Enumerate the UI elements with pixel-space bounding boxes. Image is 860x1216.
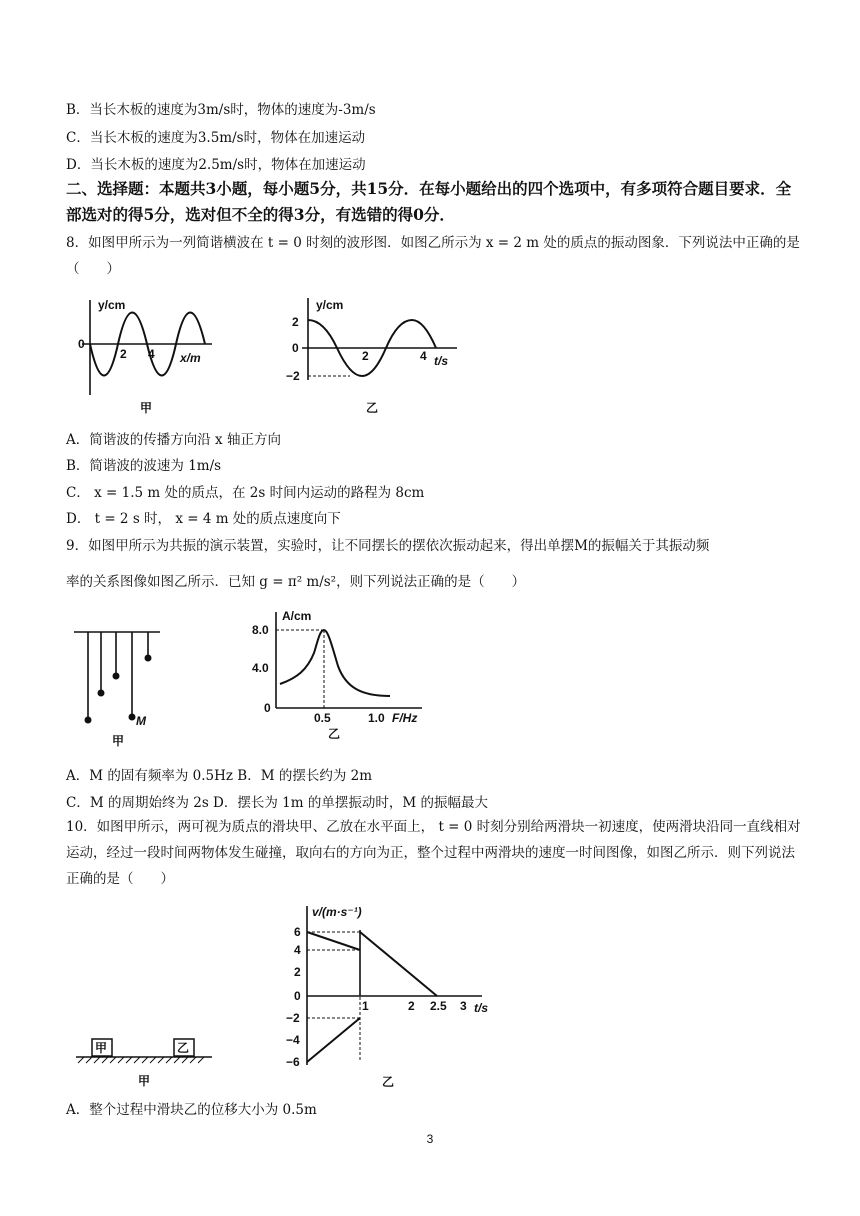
section-2-heading: 二、选择题：本题共3小题，每小题5分，共15分．在每小题给出的四个选项中，有多项符合题目要求．全部选对的得5分，选对但不全的得3分，有选错的得0分．	[66, 179, 792, 224]
svg-text:t/s: t/s	[474, 1001, 489, 1015]
svg-text:4: 4	[148, 347, 155, 361]
option-7b: B．当长木板的速度为3m/s时，物体的速度为-3m/s	[66, 102, 376, 118]
page-number: 3	[426, 1132, 434, 1146]
svg-text:乙: 乙	[366, 401, 379, 415]
svg-text:3: 3	[460, 999, 467, 1013]
option-9ab: A．M 的固有频率为 0.5Hz B．M 的摆长约为 2m	[66, 768, 373, 784]
option-8b: B．简谐波的波速为 1m/s	[66, 458, 222, 474]
figure-10-yi-vt-graph	[282, 900, 512, 1090]
svg-text:y/cm: y/cm	[316, 298, 344, 312]
question-9-stem-1: 9．如图甲所示为共振的演示装置，实验时，让不同摆长的摆依次振动起来，得出单摆M的振幅关于其振动频	[66, 538, 710, 554]
option-8a: A．简谐波的传播方向沿 x 轴正方向	[66, 432, 281, 448]
svg-text:4: 4	[294, 943, 301, 957]
svg-text:甲: 甲	[112, 734, 125, 748]
svg-text:1: 1	[362, 999, 369, 1013]
question-10-stem: 10．如图甲所示，两可视为质点的滑块甲、乙放在水平面上， t = 0 时刻分别给两滑块一初速度，使两滑块沿同一直线相对运动，经过一段时间两物体发生碰撞，取向右的方向为正，整个过程中两滑块的速度一时间图像，如图乙所示．则下列说法正确的是（ ）	[66, 819, 801, 887]
svg-text:乙: 乙	[328, 727, 341, 741]
svg-text:0: 0	[292, 341, 299, 355]
svg-text:F/Hz: F/Hz	[392, 711, 418, 725]
figure-10-jia-blocks	[72, 1035, 222, 1095]
svg-text:−2: −2	[286, 1011, 300, 1025]
option-8d: D． t = 2 s 时， x = 4 m 处的质点速度向下	[66, 511, 341, 527]
svg-text:2: 2	[292, 315, 299, 329]
svg-text:0: 0	[78, 337, 85, 351]
figure-9-jia-pendulums	[72, 630, 182, 750]
svg-text:−6: −6	[286, 1055, 300, 1069]
svg-text:2.5: 2.5	[430, 999, 447, 1013]
svg-text:0.5: 0.5	[314, 711, 331, 725]
option-10a: A．整个过程中滑块乙的位移大小为 0.5m	[66, 1102, 317, 1118]
svg-text:甲: 甲	[95, 1041, 108, 1055]
svg-text:−2: −2	[286, 369, 300, 383]
y-axis-label: y/cm	[98, 298, 126, 312]
question-9-stem-2: 率的关系图像如图乙所示．已知 g = π² m/s²，则下列说法正确的是（ ）	[66, 574, 526, 590]
svg-text:0: 0	[264, 701, 271, 715]
svg-text:A/cm: A/cm	[282, 609, 312, 623]
svg-text:−4: −4	[286, 1033, 300, 1047]
x-axis-label: x/m	[180, 351, 201, 365]
svg-text:6: 6	[294, 925, 301, 939]
svg-text:乙: 乙	[177, 1041, 190, 1055]
option-7c: C．当长木板的速度为3.5m/s时，物体在加速运动	[66, 130, 366, 146]
svg-text:甲: 甲	[138, 1074, 151, 1088]
svg-text:8.0: 8.0	[252, 623, 269, 637]
figure-9-yi-resonance-curve	[252, 608, 452, 741]
svg-text:v/(m·s⁻¹): v/(m·s⁻¹)	[312, 905, 362, 919]
svg-text:乙: 乙	[382, 1075, 395, 1089]
question-8-stem: 8．如图甲所示为一列简谐横波在 t = 0 时刻的波形图．如图乙所示为 x = 2 m 处的质点的振动图象．下列说法中正确的是（ ）	[66, 235, 800, 277]
option-8c: C． x = 1.5 m 处的质点，在 2s 时间内运动的路程为 8cm	[66, 485, 425, 501]
svg-text:2: 2	[294, 965, 301, 979]
caption: 甲	[140, 401, 153, 415]
svg-text:4.0: 4.0	[252, 661, 269, 675]
option-7d: D．当长木板的速度为2.5m/s时，物体在加速运动	[66, 157, 366, 173]
svg-text:0: 0	[294, 989, 301, 1003]
svg-text:4: 4	[420, 349, 427, 363]
svg-text:2: 2	[120, 347, 127, 361]
svg-text:M: M	[136, 714, 146, 728]
figure-8-yi-vibration	[282, 295, 472, 415]
svg-text:2: 2	[362, 349, 369, 363]
svg-text:t/s: t/s	[434, 354, 449, 368]
svg-text:1.0: 1.0	[368, 711, 385, 725]
figure-8-jia-wave	[72, 295, 232, 415]
option-9cd: C．M 的周期始终为 2s D．摆长为 1m 的单摆振动时，M 的振幅最大	[66, 795, 488, 811]
svg-text:2: 2	[408, 999, 415, 1013]
